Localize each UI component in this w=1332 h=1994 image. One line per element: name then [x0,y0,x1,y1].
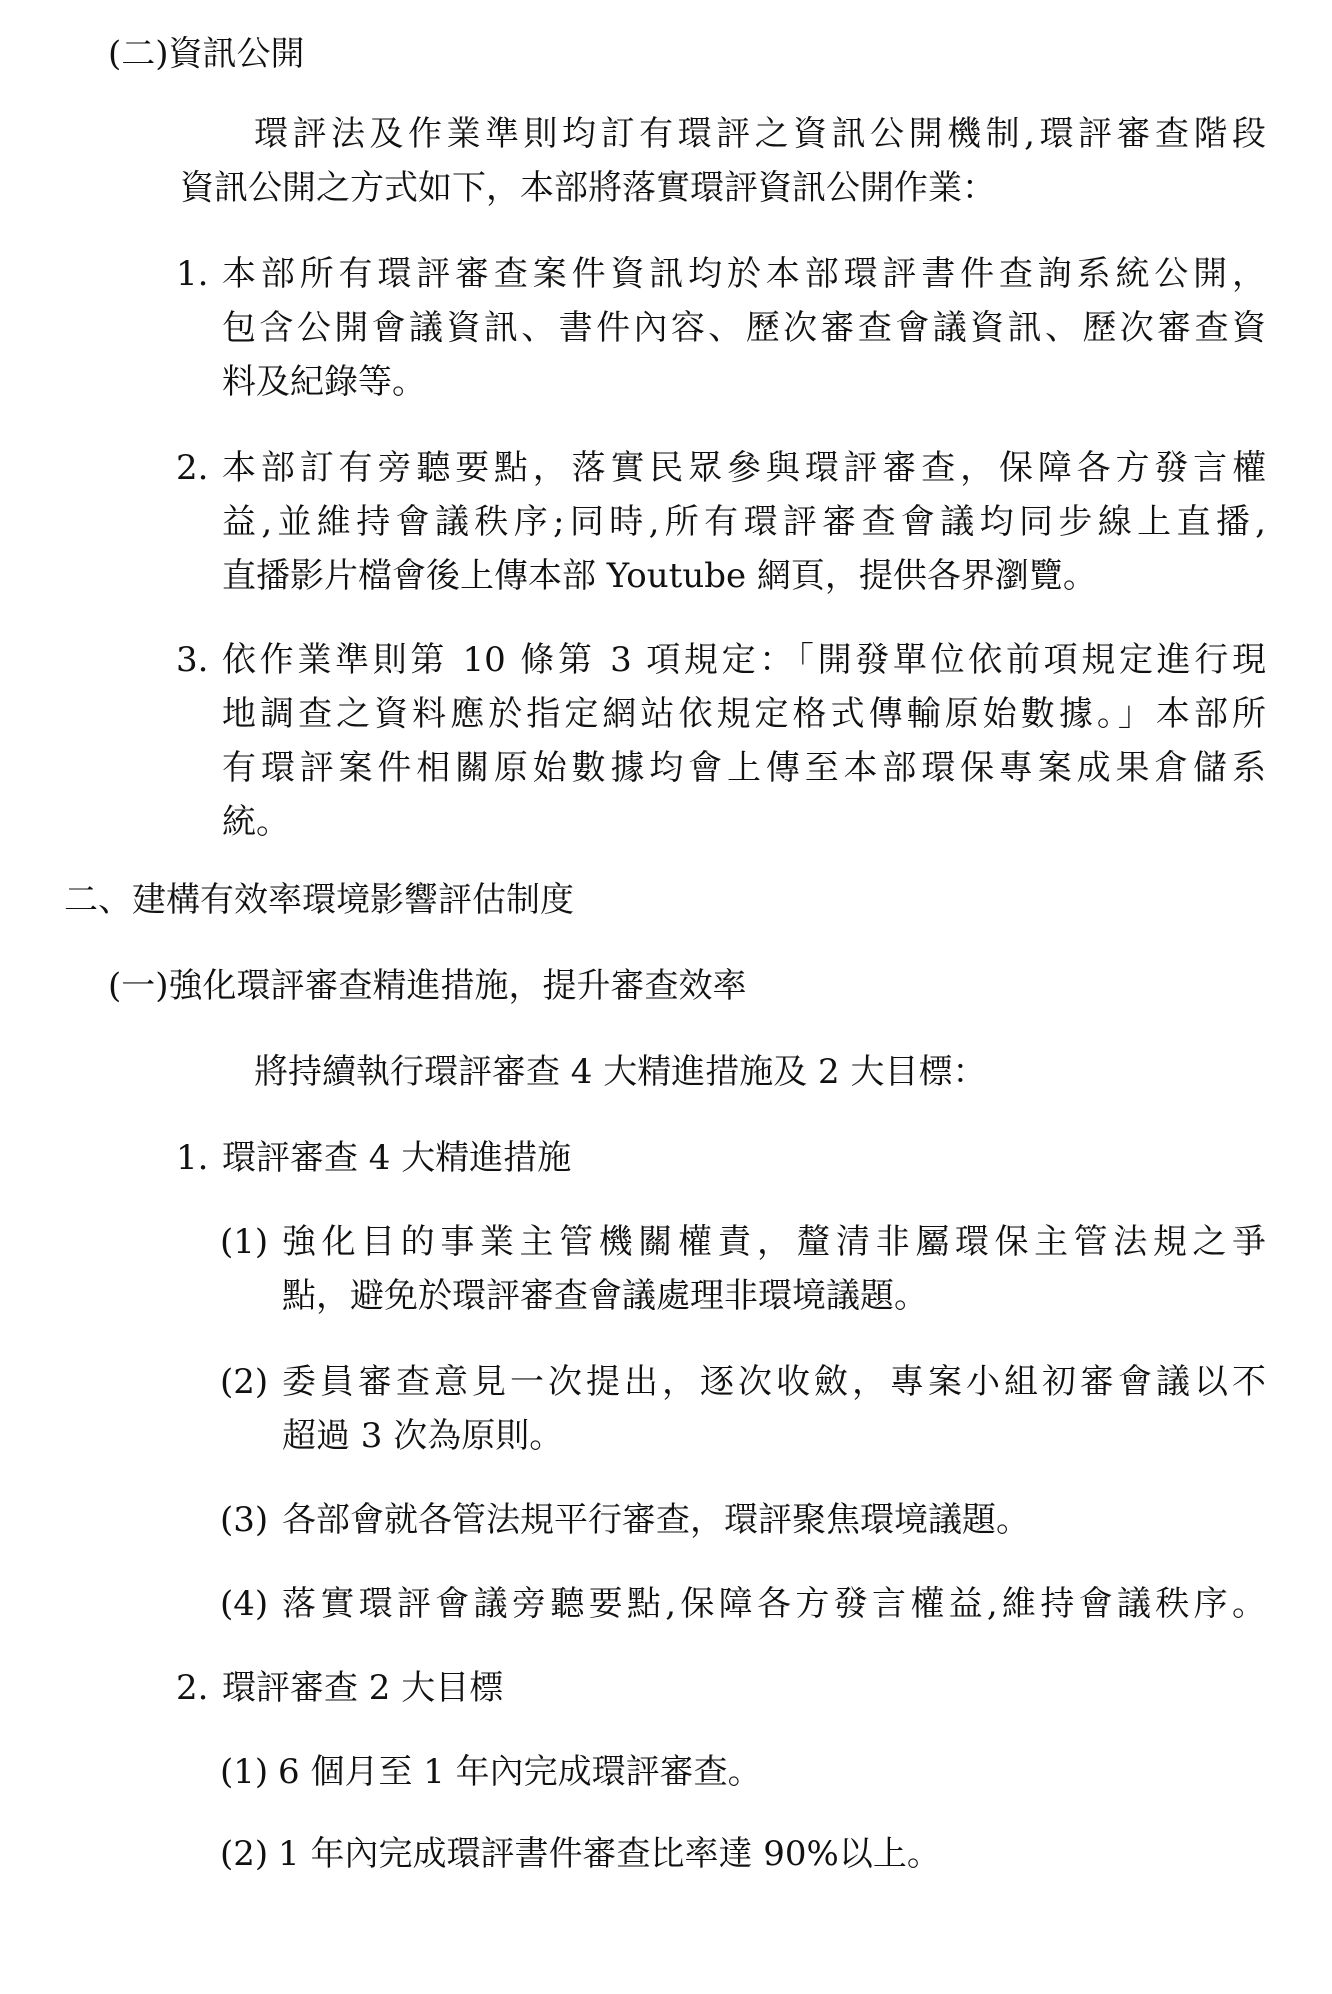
list-marker-1: 1. [176,254,209,294]
measure-2-line-1: 委員審查意見一次提出，逐次收斂，專案小組初審會議以不 [282,1362,1266,1402]
list-item-2-line-1: 本部訂有旁聽要點，落實民眾參與環評審查，保障各方發言權 [222,448,1266,488]
list-item-2-line-3: 直播影片檔會後上傳本部 Youtube 網頁，提供各界瀏覽。 [222,556,1097,596]
measure-marker-2: (2) [220,1362,269,1402]
list-marker-2: 2. [176,448,209,488]
list-marker-3: 3. [176,640,209,680]
goal-marker-2: (2) [220,1834,269,1874]
measures-marker: 1. [176,1138,209,1178]
section-heading-review-efficiency: (一)強化環評審查精進措施，提升審查效率 [108,966,747,1006]
section-heading-info-disclosure: (二)資訊公開 [108,34,305,74]
measure-4-line-1: 落實環評會議旁聽要點,保障各方發言權益,維持會議秩序。 [282,1584,1266,1624]
list-item-3-line-2: 地調查之資料應於指定網站依規定格式傳輸原始數據。」本部所 [222,694,1266,734]
list-item-1-line-3: 料及紀錄等。 [222,362,426,402]
review-intro: 將持續執行環評審查 4 大精進措施及 2 大目標： [254,1052,987,1092]
goals-marker: 2. [176,1668,209,1708]
list-item-3-line-1: 依作業準則第 10 條第 3 項規定：「開發單位依前項規定進行現 [222,640,1266,680]
measures-title: 環評審查 4 大精進措施 [222,1138,572,1178]
list-item-3-line-4: 統。 [222,802,290,842]
list-item-2-line-2: 益,並維持會議秩序;同時,所有環評審查會議均同步線上直播, [222,502,1266,542]
measure-marker-4: (4) [220,1584,269,1624]
measure-2-line-2: 超過 3 次為原則。 [282,1416,564,1456]
measure-marker-3: (3) [220,1500,269,1540]
measure-marker-1: (1) [220,1222,269,1262]
goals-title: 環評審查 2 大目標 [222,1668,504,1708]
measure-1-line-1: 強化目的事業主管機關權責，釐清非屬環保主管法規之爭 [282,1222,1266,1262]
intro-line-1: 環評法及作業準則均訂有環評之資訊公開機制,環評審查階段 [254,114,1266,154]
list-item-3-line-3: 有環評案件相關原始數據均會上傳至本部環保專案成果倉儲系 [222,748,1266,788]
goal-marker-1: (1) [220,1752,269,1792]
intro-line-2: 資訊公開之方式如下，本部將落實環評資訊公開作業： [180,168,996,208]
list-item-1-line-1: 本部所有環評審查案件資訊均於本部環評書件查詢系統公開， [222,254,1266,294]
list-item-1-line-2: 包含公開會議資訊、書件內容、歷次審查會議資訊、歷次審查資 [222,308,1266,348]
goal-1-line-1: 6 個月至 1 年內完成環評審查。 [278,1752,762,1792]
chapter-heading-two: 二、建構有效率環境影響評估制度 [64,880,574,920]
measure-3-line-1: 各部會就各管法規平行審查，環評聚焦環境議題。 [282,1500,1030,1540]
goal-2-line-1: 1 年內完成環評書件審查比率達 90%以上。 [278,1834,941,1874]
measure-1-line-2: 點，避免於環評審查會議處理非環境議題。 [282,1276,928,1316]
